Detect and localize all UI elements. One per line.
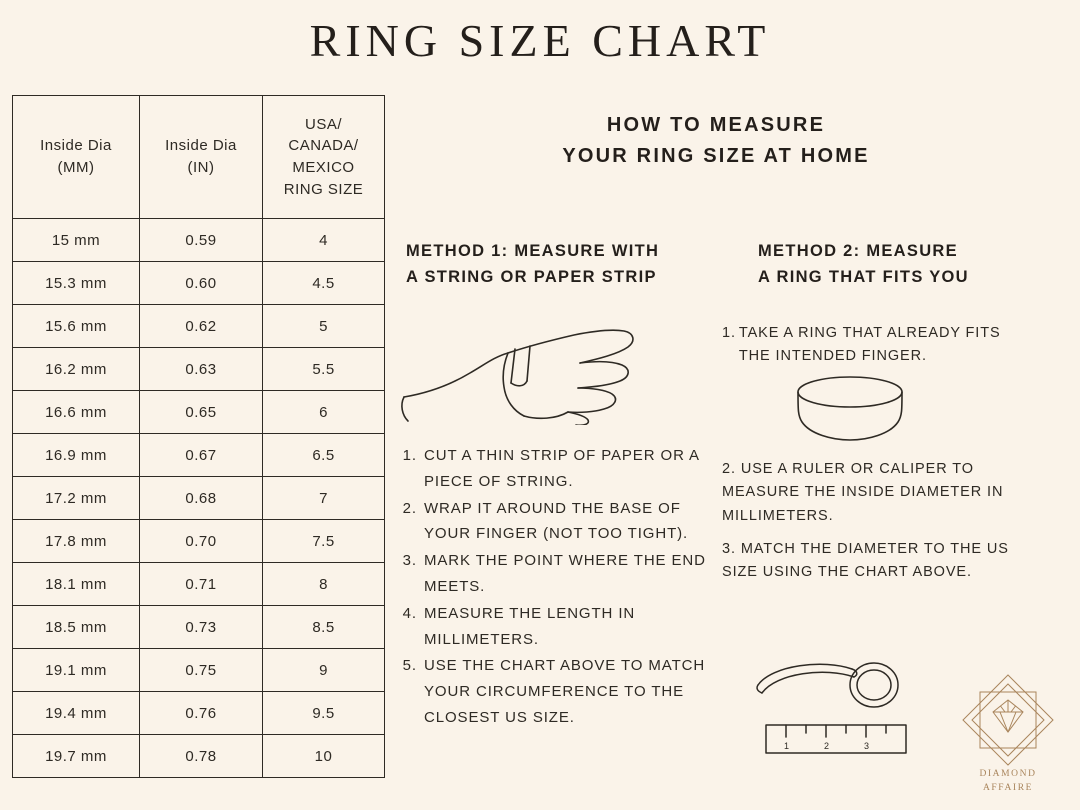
table-row <box>13 692 385 735</box>
method-1-heading-line-2: A STRING OR PAPER STRIP <box>406 268 657 287</box>
cell-us-size: 4.5 <box>263 262 385 305</box>
cell-dia-mm: 19.7 mm <box>13 735 140 778</box>
cell-dia-mm: 15.3 mm <box>13 262 140 305</box>
method-2-step-1 <box>722 322 1032 369</box>
method-1-heading-line-1: METHOD 1: MEASURE WITH <box>406 242 660 260</box>
ruler-mark-1: 1 <box>784 741 790 751</box>
cell-dia-in: 0.63 <box>140 348 263 391</box>
table-header-row <box>13 96 385 219</box>
header-line: Inside Dia <box>40 137 112 155</box>
column-header-us-ring-size <box>263 96 385 219</box>
cell-dia-mm: 16.2 mm <box>13 348 140 391</box>
header-line: USA/ <box>304 115 342 133</box>
diamond-logo-icon <box>960 672 1056 768</box>
page-title: RING SIZE CHART <box>309 15 771 66</box>
logo-text <box>952 767 1064 796</box>
method-1-step: 2. WRAP IT AROUND THE BASE OF YOUR FINGER (NOT TOO TIGHT). <box>422 496 710 548</box>
hand-with-ring-illustration <box>398 305 658 430</box>
method-2-heading-line-2: A RING THAT FITS YOU <box>758 268 969 287</box>
cell-dia-mm: 19.4 mm <box>13 692 140 735</box>
table-row <box>13 477 385 520</box>
column-header-inside-dia-mm <box>13 96 140 219</box>
cell-us-size: 5.5 <box>263 348 385 391</box>
table-row <box>13 563 385 606</box>
cell-us-size: 8 <box>263 563 385 606</box>
ruler-mark-2: 2 <box>824 741 830 751</box>
ruler-and-rings-illustration <box>752 655 932 770</box>
table-row <box>13 520 385 563</box>
method-2-step-2: 2. USE A RULER OR CALIPER TO MEASURE THE INSIDE DIAMETER IN MILLIMETERS. <box>722 461 1004 524</box>
cell-dia-mm: 15 mm <box>13 219 140 262</box>
header-line: MEXICO <box>292 159 355 176</box>
cell-dia-in: 0.73 <box>140 606 263 649</box>
cell-us-size: 6 <box>263 391 385 434</box>
cell-dia-mm: 16.9 mm <box>13 434 140 477</box>
header-line: Inside Dia <box>165 137 237 155</box>
cell-dia-in: 0.75 <box>140 649 263 692</box>
table-row <box>13 434 385 477</box>
cell-dia-in: 0.65 <box>140 391 263 434</box>
header-line: CANADA/ <box>288 137 359 155</box>
cell-dia-in: 0.68 <box>140 477 263 520</box>
table-row <box>13 391 385 434</box>
table-row <box>13 348 385 391</box>
table-row <box>13 219 385 262</box>
cell-dia-in: 0.76 <box>140 692 263 735</box>
cell-dia-in: 0.70 <box>140 520 263 563</box>
cell-dia-mm: 16.6 mm <box>13 391 140 434</box>
cell-dia-in: 0.67 <box>140 434 263 477</box>
cell-dia-in: 0.59 <box>140 219 263 262</box>
method-1-heading <box>406 238 706 291</box>
logo-line-1: DIAMOND <box>979 769 1037 779</box>
ring-size-table <box>12 95 385 778</box>
table-row <box>13 649 385 692</box>
method-2-step-1-text: TAKE A RING THAT ALREADY FITS THE INTENDED FINGER. <box>738 325 1001 365</box>
header-line: RING SIZE <box>283 180 364 198</box>
ruler-mark-3: 3 <box>864 741 870 751</box>
cell-us-size: 8.5 <box>263 606 385 649</box>
how-to-measure-title <box>406 110 1026 172</box>
header-line: (MM) <box>57 159 95 176</box>
method-1-step: 4. MEASURE THE LENGTH IN MILLIMETERS. <box>422 601 710 653</box>
table-row <box>13 735 385 778</box>
brand-logo <box>952 672 1064 797</box>
cell-us-size: 7 <box>263 477 385 520</box>
cell-dia-mm: 19.1 mm <box>13 649 140 692</box>
header-line: (IN) <box>187 159 215 176</box>
ring-band-illustration <box>790 372 910 452</box>
ring-size-table-container <box>12 95 384 778</box>
how-to-measure-section <box>398 110 1068 172</box>
cell-dia-in: 0.71 <box>140 563 263 606</box>
table-row <box>13 262 385 305</box>
table-row <box>13 305 385 348</box>
cell-dia-in: 0.62 <box>140 305 263 348</box>
cell-dia-in: 0.60 <box>140 262 263 305</box>
cell-dia-mm: 17.8 mm <box>13 520 140 563</box>
cell-dia-in: 0.78 <box>140 735 263 778</box>
cell-dia-mm: 15.6 mm <box>13 305 140 348</box>
method-1-step: 5. USE THE CHART ABOVE TO MATCH YOUR CIRCUMFERENCE TO THE CLOSEST US SIZE. <box>422 653 710 730</box>
column-header-inside-dia-in <box>140 96 263 219</box>
how-to-line-2: YOUR RING SIZE AT HOME <box>562 145 870 167</box>
table-row <box>13 606 385 649</box>
cell-us-size: 5 <box>263 305 385 348</box>
cell-dia-mm: 17.2 mm <box>13 477 140 520</box>
how-to-line-1: HOW TO MEASURE <box>606 114 826 136</box>
cell-us-size: 9 <box>263 649 385 692</box>
cell-us-size: 6.5 <box>263 434 385 477</box>
method-1-step: 3. MARK THE POINT WHERE THE END MEETS. <box>422 548 710 600</box>
cell-dia-mm: 18.5 mm <box>13 606 140 649</box>
cell-dia-mm: 18.1 mm <box>13 563 140 606</box>
cell-us-size: 10 <box>263 735 385 778</box>
cell-us-size: 9.5 <box>263 692 385 735</box>
method-1-step: 1. CUT A THIN STRIP OF PAPER OR A PIECE OF STRING. <box>422 443 710 495</box>
method-2-heading <box>758 238 1058 291</box>
method-2-step-3: 3. MATCH THE DIAMETER TO THE US SIZE USING THE CHART ABOVE. <box>722 541 1009 581</box>
method-1-steps <box>404 443 710 732</box>
cell-us-size: 4 <box>263 219 385 262</box>
logo-line-2: AFFAIRE <box>982 783 1034 794</box>
method-2-step-1-number: 1. <box>722 325 736 341</box>
method-2-heading-line-1: METHOD 2: MEASURE <box>758 242 958 260</box>
cell-us-size: 7.5 <box>263 520 385 563</box>
